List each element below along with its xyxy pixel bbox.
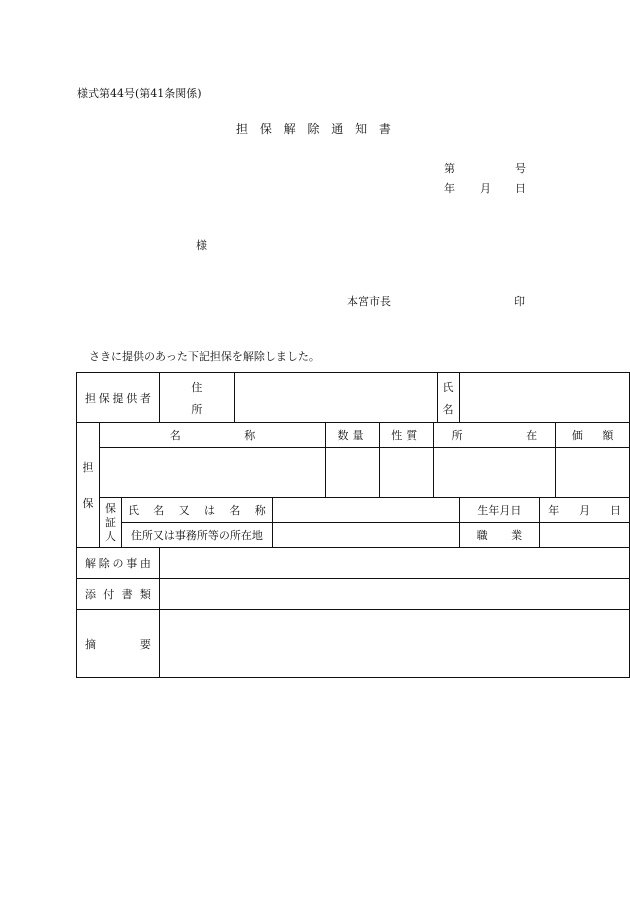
provider-name-field[interactable] [459, 373, 629, 423]
guarantor-name-label: 氏名又は名称 [121, 498, 272, 523]
address-label-cell [159, 373, 234, 423]
addressee-sama: 様 [196, 239, 207, 252]
date-month: 月 [480, 182, 491, 195]
address-char-2: 所 [191, 402, 203, 416]
col-header-location: 所 在 [433, 423, 556, 448]
address-char-1: 住 [191, 380, 203, 394]
provider-address-field[interactable] [234, 373, 437, 423]
birthdate-label: 生年月日 [459, 498, 540, 523]
col-header-quality: 性質 [379, 423, 433, 448]
summary-char-2: 要 [139, 637, 151, 651]
guarantor-name-field[interactable] [272, 498, 459, 523]
issuer-name: 本宮市長 [347, 295, 391, 308]
collateral-char-1: 担 [82, 461, 94, 474]
doc-number-go: 号 [515, 162, 526, 175]
summary-label [77, 610, 160, 678]
collateral-location-field[interactable] [433, 448, 556, 498]
release-reason-label: 解除の事由 [77, 548, 160, 579]
birthdate-day: 日 [610, 504, 621, 517]
seal-mark: 印 [514, 295, 525, 308]
document-title: 担 保 解 除 通 知 書 [236, 122, 391, 136]
guarantor-char-3: 人 [104, 529, 116, 543]
intro-text: さきに提供のあった下記担保を解除しました。 [89, 350, 320, 363]
name-char-1: 氏 [442, 380, 454, 394]
birthdate-year: 年 [548, 504, 560, 517]
col-header-name: 名 称 [99, 423, 325, 448]
col-header-value: 価 額 [556, 423, 630, 448]
collateral-name-field[interactable] [99, 448, 325, 498]
occupation-field[interactable] [540, 523, 630, 548]
attachments-label: 添付書類 [77, 579, 160, 610]
doc-number-dai: 第 [444, 162, 455, 175]
date-year: 年 [444, 182, 455, 195]
provider-label: 担保提供者 [77, 373, 160, 423]
birthdate-month: 月 [579, 504, 591, 517]
name-label-cell [437, 373, 459, 423]
collateral-release-table [76, 372, 630, 678]
guarantor-address-label: 住所又は事務所等の所在地 [121, 523, 272, 548]
guarantor-address-field[interactable] [272, 523, 459, 548]
col-header-quantity: 数量 [326, 423, 380, 448]
collateral-label-cell [77, 423, 100, 548]
collateral-quality-field[interactable] [379, 448, 433, 498]
name-char-2: 名 [442, 402, 454, 416]
date-day: 日 [515, 182, 526, 195]
release-reason-field[interactable] [159, 548, 629, 579]
form-number: 様式第44号(第41条関係) [77, 87, 202, 100]
summary-char-1: 摘 [85, 637, 96, 651]
occupation-label: 職 業 [459, 523, 540, 548]
guarantor-char-1: 保 [104, 501, 116, 515]
attachments-field[interactable] [159, 579, 629, 610]
collateral-quantity-field[interactable] [326, 448, 380, 498]
guarantor-label-cell [99, 498, 121, 548]
collateral-char-2: 保 [82, 497, 94, 510]
birthdate-field[interactable] [540, 498, 630, 523]
summary-field[interactable] [159, 610, 629, 678]
collateral-value-field[interactable] [556, 448, 630, 498]
guarantor-char-2: 証 [104, 515, 116, 529]
